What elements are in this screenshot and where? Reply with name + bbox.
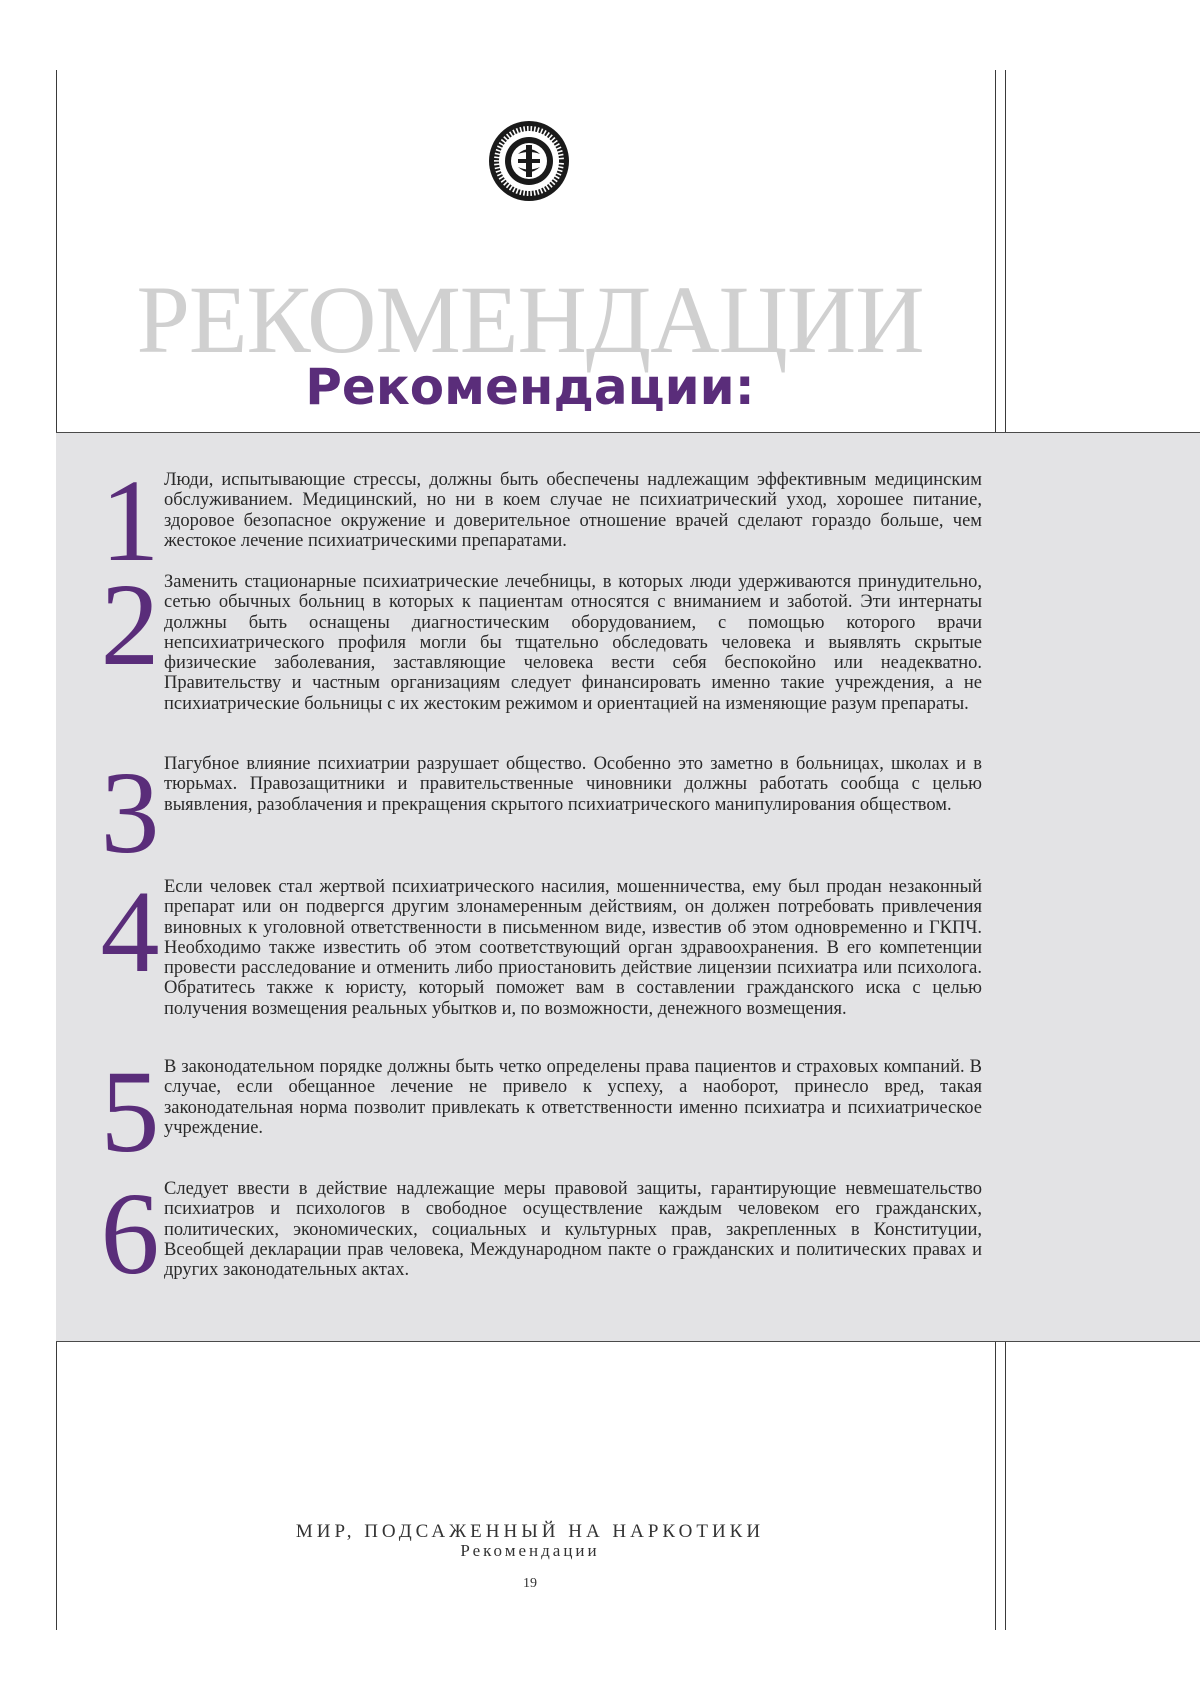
footer-section-name: Рекомендации [460, 1541, 600, 1560]
recommendation-number: 5 [100, 1046, 160, 1177]
page-title: Рекомендации: [305, 358, 755, 416]
footer-publication-title: МИР, ПОДСАЖЕННЫЙ НА НАРКОТИКИ [295, 1521, 765, 1542]
recommendation-number: 4 [100, 866, 160, 997]
watermark-title: РЕКОМЕНДАЦИИ [136, 266, 924, 373]
recommendation-text: Пагубное влияние психиатрии разрушает общество. Особенно это заметно в больницах, школах и в тюрьмах. Правозащитники и правительственные чиновники должны работать сообща с целью выявления, разоблачения и прекращения скрытого психиатрического манипулирования обществом. [164, 754, 982, 815]
recommendation-text: Люди, испытывающие стрессы, должны быть обеспечены надлежащим эффективным медицинским обслуживанием. Медицинский, но ни в коем случае не психиатрический уход, хорошее питание, здоровое безопасное окружение и доверительное отношение врачей сделают гораздо больше, чем жестокое лечение психиатрическими препаратами. [164, 470, 982, 551]
recommendation-text: В законодательном порядке должны быть четко определены права пациентов и страховых компаний. В случае, если обещанное лечение не привело к успеху, а наоборот, принесло вред, такая законодательная норма позволит привлекать к ответственности именно психиатра и психиатрическое учреждение. [164, 1057, 982, 1138]
recommendation-number: 6 [100, 1168, 160, 1299]
recommendation-text: Следует ввести в действие надлежащие меры правовой защиты, гарантирующие невмешательство психиатров и психологов в свободное осуществление каждым человеком его гражданских, политических, экономических, социальных и культурных прав, закрепленных в Конституции, Всеобщей декларации прав человека, Международном пакте о гражданских и политических правах и других законодательных актах. [164, 1179, 982, 1281]
recommendation-text: Заменить стационарные психиатрические лечебницы, в которых люди удерживаются принудительно, сетью обычных больниц в которых к пациентам относятся с вниманием и заботой. Эти интернаты должны быть оснащены диагностическим оборудованием, с помощью которого врачи непсихиатрического профиля могли бы тщательно обследовать человека и выявлять скрытые физические заболевания, заставляющие человека вести себя беспокойно или неадекватно. Правительству и частным организациям следует финансировать именно такие учреждения, а не психиатрические больницы с их жестоким режимом и ориентацией на изменяющие разум препараты. [164, 572, 982, 714]
recommendation-number: 1 [100, 455, 160, 586]
recommendation-number: 2 [100, 559, 160, 690]
seal-emblem-icon [488, 120, 570, 202]
recommendation-number: 3 [100, 747, 160, 878]
page-number: 19 [523, 1576, 537, 1591]
recommendation-text: Если человек стал жертвой психиатрического насилия, мошенничества, ему был продан незаконный препарат или он подвергся другим злонамеренным действиям, он должен потребовать привлечения виновных к уголовной ответственности в письменном виде, известив об этом одновременно и ГКПЧ. Необходимо также известить об этом соответствующий орган здравоохранения. В его компетенции провести расследование и отменить либо приостановить действие лицензии психиатра или психолога. Обратитесь также к юристу, который поможет вам в составлении гражданского иска с целью получения возмещения реальных убытков и, по возможности, денежного возмещения. [164, 877, 982, 1019]
